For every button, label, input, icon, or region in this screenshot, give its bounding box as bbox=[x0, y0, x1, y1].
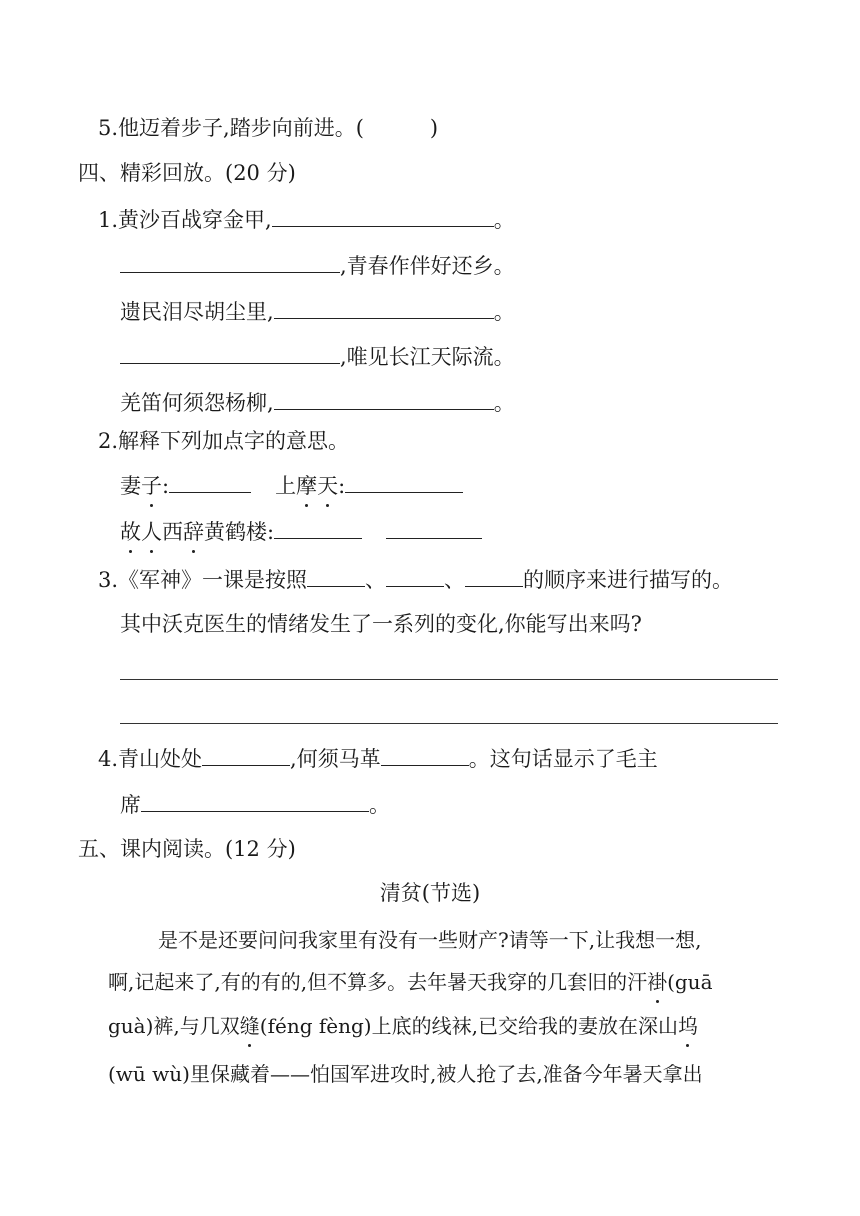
period: 。 bbox=[493, 391, 515, 415]
s4-q2-line1 bbox=[120, 470, 463, 501]
answer-blank[interactable] bbox=[120, 250, 340, 273]
s4-q4-line2 bbox=[120, 789, 390, 820]
q1-line3-text: 遗民泪尽胡尘里, bbox=[120, 300, 274, 324]
answer-blank[interactable] bbox=[274, 296, 494, 319]
dotted-char: 坞 bbox=[678, 1011, 698, 1041]
q4-text: 4.青山处处 bbox=[98, 747, 203, 771]
dotted-char: 辞 bbox=[183, 517, 204, 547]
answer-blank[interactable] bbox=[169, 470, 251, 493]
passage-text: 啊,记起来了,有的有的,但不算多。去年暑天我穿的几套旧的汗 bbox=[108, 970, 648, 994]
s4-q1-line5 bbox=[120, 387, 515, 418]
sep: 、 bbox=[444, 568, 466, 592]
char: : bbox=[338, 474, 346, 498]
q4-text: 席 bbox=[120, 793, 141, 817]
char: 上 bbox=[275, 474, 297, 498]
answer-blank[interactable] bbox=[381, 743, 469, 766]
answer-blank[interactable] bbox=[386, 516, 482, 539]
char: 黄鹤楼: bbox=[204, 520, 275, 544]
answer-blank[interactable] bbox=[274, 387, 494, 410]
passage-text: (guā bbox=[667, 970, 713, 994]
s4-q4-line1 bbox=[98, 743, 658, 774]
q5-close: ) bbox=[429, 116, 439, 140]
s4-q3-line2: 其中沃克医生的情绪发生了一系列的变化,你能写出来吗? bbox=[120, 612, 642, 636]
q3-text: 3.《军神》一课是按照 bbox=[98, 568, 308, 592]
s4-q1-line3 bbox=[120, 296, 515, 327]
q5-text: 5.他迈着步子,踏步向前进。( bbox=[98, 116, 364, 140]
section-4-heading: 四、精彩回放。(20 分) bbox=[78, 161, 296, 185]
answer-blank[interactable] bbox=[141, 789, 369, 812]
q1-line5-text: 羌笛何须怨杨柳, bbox=[120, 391, 274, 415]
q4-text: 。这句话显示了毛主 bbox=[468, 747, 658, 771]
dotted-char: 褂 bbox=[647, 967, 667, 997]
dotted-char: 缝 bbox=[240, 1011, 260, 1041]
q3-text: 的顺序来进行描写的。 bbox=[523, 568, 734, 592]
q1-line4-text: ,唯见长江天际流。 bbox=[340, 345, 515, 369]
answer-line[interactable] bbox=[120, 723, 778, 724]
passage-line bbox=[108, 967, 713, 997]
q4-text: ,何须马革 bbox=[290, 747, 381, 771]
passage-line bbox=[108, 1011, 698, 1041]
passage-title: 清贫(节选) bbox=[379, 881, 481, 905]
char: : bbox=[162, 474, 170, 498]
passage-line: (wū wù)里保藏着——怕国军进攻时,被人抢了去,准备今年暑天拿出 bbox=[108, 1062, 703, 1086]
answer-blank[interactable] bbox=[465, 564, 523, 587]
dotted-char: 子 bbox=[141, 471, 162, 501]
period: 。 bbox=[493, 208, 515, 232]
passage-line: 是不是还要问问我家里有没有一些财产?请等一下,让我想一想, bbox=[158, 928, 702, 952]
char: 妻 bbox=[120, 474, 141, 498]
s4-q3-line1 bbox=[98, 564, 733, 595]
s4-q1-line1 bbox=[98, 204, 515, 235]
dotted-char: 人 bbox=[141, 517, 162, 547]
s4-q2-line2 bbox=[120, 516, 482, 547]
dotted-char: 天 bbox=[317, 471, 338, 501]
period: 。 bbox=[369, 793, 390, 817]
passage-text: (féng fèng)上底的线袜,已交给我的妻放在深山 bbox=[259, 1014, 678, 1038]
dotted-char: 摩 bbox=[296, 471, 317, 501]
answer-blank[interactable] bbox=[345, 470, 463, 493]
answer-blank[interactable] bbox=[386, 564, 444, 587]
answer-blank[interactable] bbox=[202, 743, 290, 766]
q1-line1-text: 1.黄沙百战穿金甲, bbox=[98, 208, 272, 232]
dotted-char: 故 bbox=[120, 517, 141, 547]
passage-text: guà)裤,与几双 bbox=[108, 1014, 240, 1038]
s4-q1-line4 bbox=[120, 341, 515, 372]
s4-q2-label: 2.解释下列加点字的意思。 bbox=[98, 429, 350, 453]
sep: 、 bbox=[365, 568, 387, 592]
s4-q1-line2 bbox=[120, 250, 515, 281]
answer-blank[interactable] bbox=[120, 341, 340, 364]
char: 西 bbox=[162, 520, 183, 544]
answer-blank[interactable] bbox=[272, 204, 494, 227]
answer-line[interactable] bbox=[120, 679, 778, 680]
q5-line bbox=[98, 113, 438, 143]
period: 。 bbox=[493, 300, 515, 324]
answer-blank[interactable] bbox=[274, 516, 362, 539]
q1-line2-text: ,青春作伴好还乡。 bbox=[340, 254, 515, 278]
answer-blank[interactable] bbox=[307, 564, 365, 587]
section-5-heading: 五、课内阅读。(12 分) bbox=[78, 837, 296, 861]
